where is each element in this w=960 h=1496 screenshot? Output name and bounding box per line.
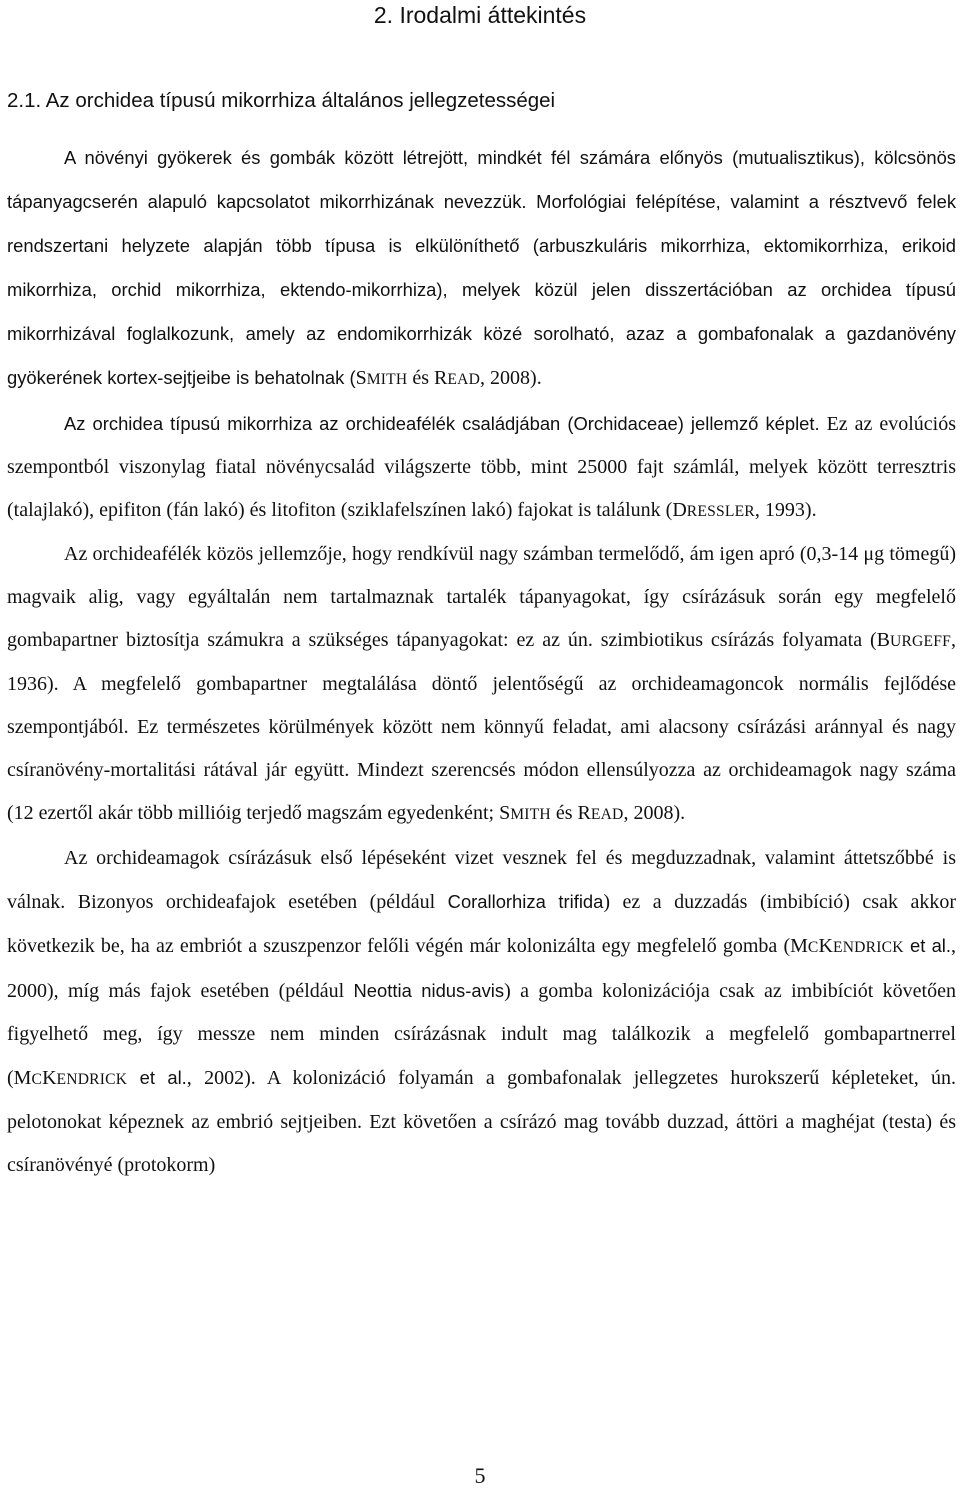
citation-year: , 1993).: [754, 498, 817, 521]
paragraph-4-continued: ) a gomba kolonizációja csak az imbibíciót követően figyelhető meg, így messze nem minden csírázásnak indult mag találkozik a megfelelő gombapartnerrel (: [7, 979, 956, 1089]
citation-burgeff-initial: B: [876, 629, 890, 652]
citation-smith-rest: MITH: [510, 806, 551, 824]
citation-mckendrick-rest: ENDRICK: [832, 938, 904, 956]
citation-read-initial: R: [434, 367, 448, 390]
citation-mckendrick-c: C: [31, 1070, 43, 1088]
section-title: 2.1. Az orchidea típusú mikorrhiza általános jellegzetességei: [7, 89, 556, 112]
paragraph-4-continued: , 2000), míg más fajok esetében (például: [7, 934, 956, 1002]
species-name-corallorhiza: Corallorhiza trifida: [447, 890, 604, 912]
citation-mckendrick-m: M: [13, 1066, 32, 1089]
paragraph-1-intro: A növényi gyökerek és gombák között létrejött, mindkét fél számára előnyös (mutualisztikus), kölcsönös tápanyagcserén alapuló kapcsolatot mikorrhizának nevezzük.: [7, 147, 956, 213]
species-name-neottia: Neottia nidus-avis: [353, 979, 505, 1001]
paragraph-3-body: Az orchideafélék közös jellemzője, hogy rendkívül nagy számban termelődő, ám igen apró (0,3-14 μg tömegű) magvaik alig, vagy egyáltalán nem tartalmaznak tartalék tápanyagokat, így csírázásuk során egy megfelelő gombapartner biztosítja számukra a szükséges tápanyagokat: ez az ún. szimbiotikus csírázás folyamata (: [7, 542, 956, 652]
citation-mckendrick-k: K: [818, 934, 833, 957]
paragraph-3: [7, 533, 956, 837]
citation-read-initial: R: [577, 802, 591, 825]
citation-burgeff-rest: URGEFF: [890, 633, 951, 651]
citation-year: , 2008).: [623, 802, 686, 825]
paragraph-1-body: Morfológiai felépítése, valamint a résztvevő felek rendszertani helyzete alapján több típusa is elkülöníthető (arbuszkuláris mikorrhiza, ektomikorrhiza, erikoid mikorrhiza, orchid mikorrhiza, ektendo-mikorrhiza), melyek közül jelen disszertációban az orchidea típusú mikorrhizával foglalkozunk, amely az endomikorrhizák közé sorolható, azaz a gombafonalak a gazdanövény gyökerének kortex-sejtjeibe is behatolnak (: [7, 191, 957, 389]
citation-mckendrick-m: M: [790, 934, 808, 957]
paragraph-3-continued: , 1936). A megfelelő gombapartner megtalálása döntő jelentőségű az orchideamagoncok normális fejlődése szempontjából. Ez természetes körülmények között nem könnyű feladat, ami alacsony csírázási aránnyal és nagy csíranövény-mortalitási rátával jár együtt. Mindezt szerencsés módon ellensúlyozza az orchideamagok nagy száma (12 ezertől akár több millióig terjedő magszám egyedenként;: [7, 629, 956, 825]
citation-dressler-initial: D: [672, 498, 687, 521]
paragraph-1: [7, 136, 956, 402]
citation-mckendrick-c: C: [807, 938, 819, 956]
citation-year: , 2008).: [480, 367, 542, 390]
citation-read-rest: EAD: [447, 371, 481, 389]
citation-et-al: et al.: [127, 1066, 187, 1088]
citation-smith-rest: MITH: [366, 371, 408, 389]
paragraph-2: [7, 402, 956, 533]
paragraph-4-body: Az orchideamagok csírázásuk első lépéseként vizet vesznek fel és megduzzadnak, valamint áttetszőbbé is válnak. Bizonyos orchideafajok esetében (például: [7, 846, 956, 913]
citation-smith-initial: S: [499, 802, 511, 825]
paragraph-4-continued: ) ez a duzzadás (imbibíció) csak akkor következik be, ha az embriót a szuszpenzor felőli végén már kolonizálta egy megfelelő gomba (: [7, 890, 956, 957]
chapter-title: 2. Irodalmi áttekintés: [373, 2, 587, 28]
body-text: [7, 136, 956, 1187]
citation-smith-initial: S: [355, 367, 367, 390]
citation-and: és: [407, 367, 435, 390]
paragraph-2-body: Ez az evolúciós szempontból viszonylag fiatal növénycsalád világszerte több, mint 25000 fajt számlál, melyek között terresztris (talajlakó), epifiton (fán lakó) és litofiton (sziklafelszínen lakó) fajokat is találunk (: [7, 412, 957, 521]
citation-et-al: et al.: [903, 934, 951, 956]
citation-mckendrick-rest: ENDRICK: [56, 1070, 128, 1088]
citation-dressler-rest: RESSLER: [686, 502, 755, 520]
citation-and: és: [550, 802, 578, 825]
citation-read-rest: EAD: [590, 806, 624, 824]
paragraph-4: [7, 837, 956, 1188]
paragraph-4-continued: , 2002). A kolonizáció folyamán a gombafonalak jellegzetes hurokszerű képleteket, ún. pelotonokat képeznek az embrió sejtjeiben. Ezt követően a csírázó mag tovább duzzad, áttöri a maghéjat (testa) és csíranövényé (protokorm): [7, 1066, 957, 1177]
paragraph-2-intro: Az orchidea típusú mikorrhiza az orchideafélék családjában (Orchidaceae) jellemző képlet.: [64, 412, 820, 434]
citation-mckendrick-k: K: [42, 1066, 57, 1089]
page-number: 5: [474, 1463, 486, 1488]
